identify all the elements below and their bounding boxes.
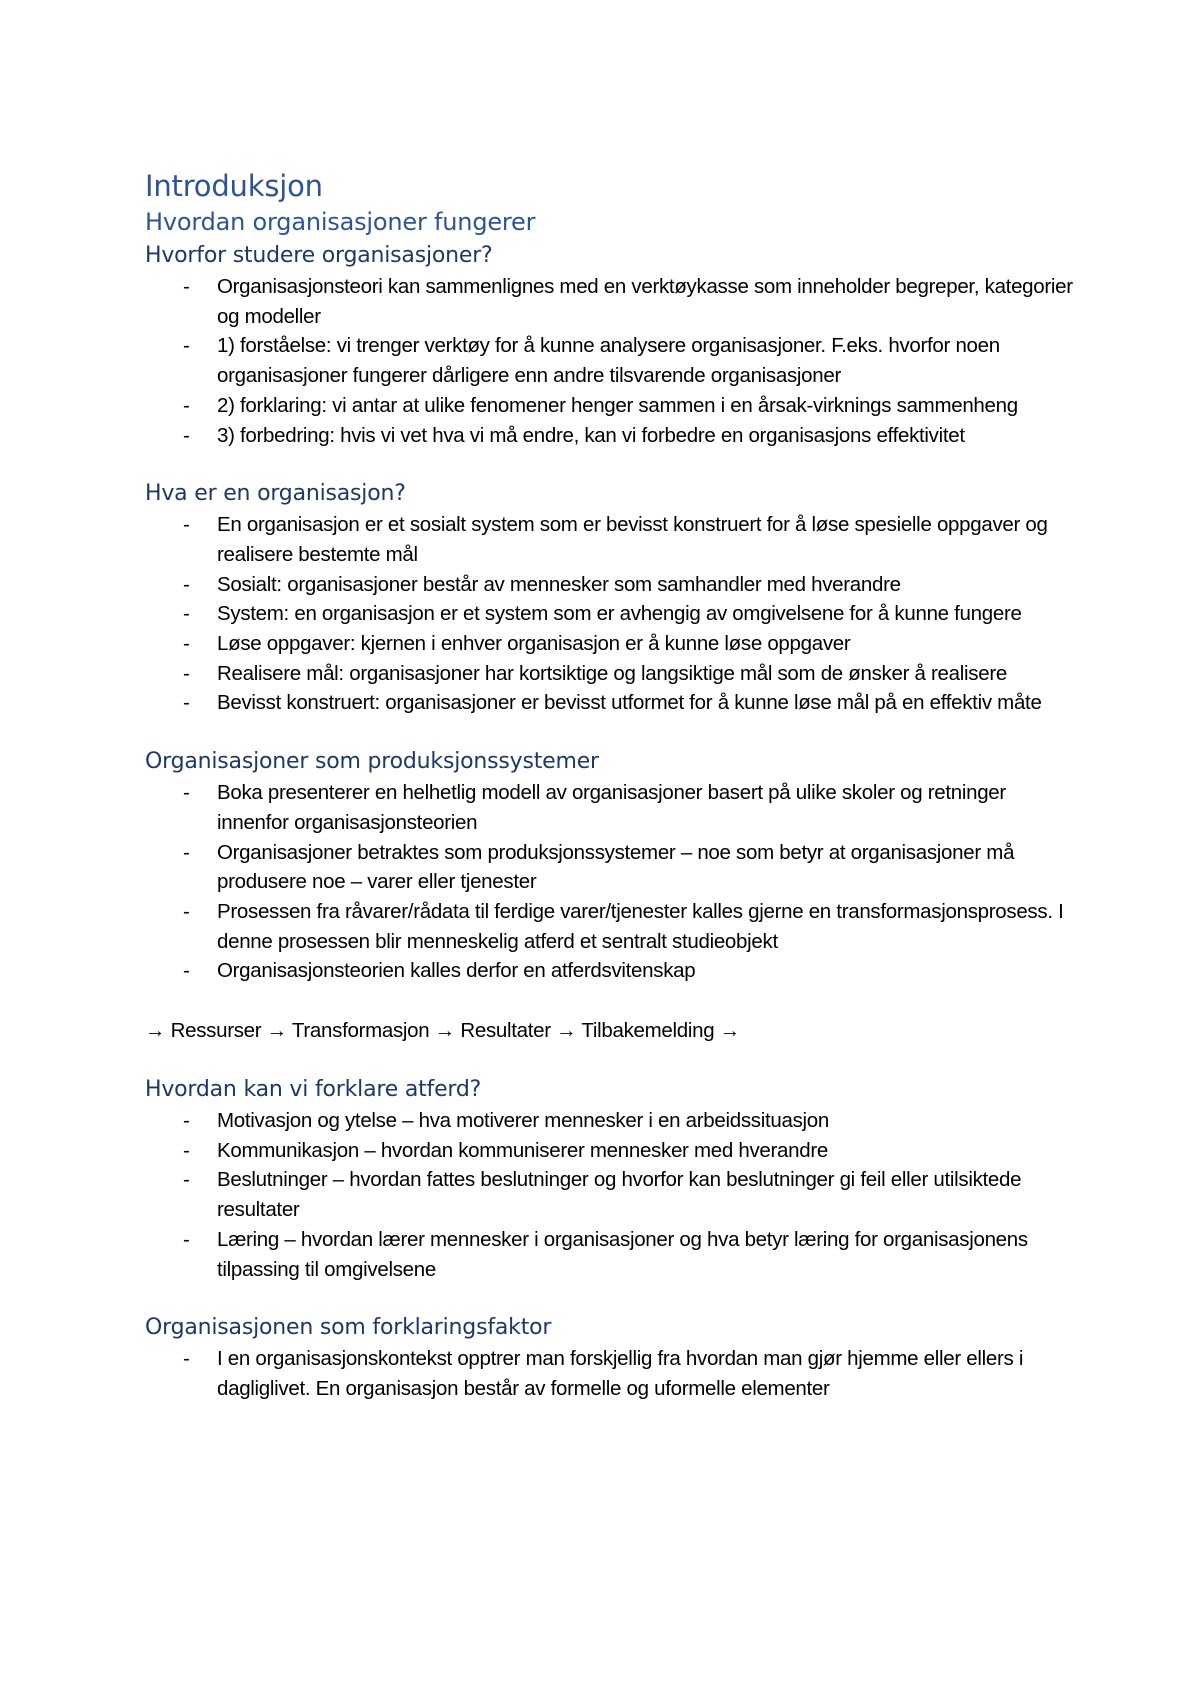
- list-item-text: System: en organisasjon er et system som er avhengig av omgivelsene for å kunne fungere: [217, 602, 1022, 626]
- list-item: [145, 1344, 1075, 1403]
- section-heading: Hva er en organisasjon?: [145, 481, 406, 507]
- list-item-text: I en organisasjonskontekst opptrer man forskjellig fra hvordan man gjør hjemme eller ellers i dagliglivet. En organisasjon består av formelle og uformelle elementer: [217, 1347, 1024, 1400]
- list-item-text: Realisere mål: organisasjoner har kortsiktige og langsiktige mål som de ønsker å realisere: [217, 661, 1007, 685]
- document-subtitle: Hvordan organisasjoner fungerer: [145, 208, 536, 236]
- document-page: [145, 168, 1075, 1404]
- list-item-text: Sosialt: organisasjoner består av mennesker som samhandler med hverandre: [217, 572, 901, 596]
- list-item-text: En organisasjon er et sosialt system som er bevisst konstruert for å løse spesielle oppgaver og realisere bestemte mål: [217, 513, 1048, 566]
- dash-marker: -: [183, 661, 190, 685]
- list-item: [145, 897, 1075, 956]
- list-item: [145, 659, 1075, 689]
- list-item-text: Kommunikasjon – hvordan kommuniserer mennesker med hverandre: [217, 1138, 828, 1162]
- list-item-text: Organisasjonsteorien kalles derfor en atferdsvitenskap: [217, 959, 696, 983]
- list-item-text: Bevisst konstruert: organisasjoner er bevisst utformet for å kunne løse mål på en effektiv måte: [217, 691, 1042, 715]
- dash-marker: -: [183, 423, 190, 447]
- dash-marker: -: [183, 572, 190, 596]
- bullet-list: [145, 778, 1075, 986]
- section-heading: Hvordan kan vi forklare atferd?: [145, 1077, 482, 1103]
- list-item: [145, 391, 1075, 421]
- dash-marker: -: [183, 1347, 190, 1371]
- list-item-text: 3) forbedring: hvis vi vet hva vi må endre, kan vi forbedre en organisasjons effektivitet: [217, 423, 965, 447]
- list-item: [145, 838, 1075, 897]
- dash-marker: -: [183, 334, 190, 358]
- list-item: [145, 1225, 1075, 1284]
- bullet-list: [145, 272, 1075, 450]
- section-heading: Organisasjoner som produksjonssystemer: [145, 749, 599, 775]
- list-item-text: Beslutninger – hvordan fattes beslutninger og hvorfor kan beslutninger gi feil eller utilsiktede resultater: [217, 1168, 1022, 1222]
- list-item-text: 2) forklaring: vi antar at ulike fenomener henger sammen i en årsak-virknings sammenheng: [217, 393, 1018, 417]
- list-item: [145, 421, 1075, 451]
- list-item-text: Boka presenterer en helhetlig modell av organisasjoner basert på ulike skoler og retninger innenfor organisasjonsteorien: [217, 781, 1006, 834]
- section-heading: Hvorfor studere organisasjoner?: [145, 243, 493, 268]
- list-item: [145, 1165, 1075, 1224]
- dash-marker: -: [183, 1168, 190, 1192]
- list-item: [145, 688, 1075, 718]
- list-item: [145, 272, 1075, 331]
- list-item: [145, 599, 1075, 629]
- bullet-list: [145, 1344, 1075, 1403]
- list-item: [145, 778, 1075, 837]
- bullet-list: [145, 1106, 1075, 1284]
- list-item-text: 1) forståelse: vi trenger verktøy for å kunne analysere organisasjoner. F.eks. hvorfor noen organisasjoner fungerer dårligere enn andre tilsvarende organisasjoner: [217, 334, 1000, 388]
- list-item: [145, 570, 1075, 600]
- list-item-text: Organisasjonsteori kan sammenlignes med en verktøykasse som inneholder begreper, kategorier og modeller: [217, 275, 1073, 328]
- dash-marker: -: [183, 959, 190, 983]
- dash-marker: -: [183, 1138, 190, 1162]
- list-item-text: Læring – hvordan lærer mennesker i organisasjoner og hva betyr læring for organisasjonens tilpassing til omgivelsene: [217, 1227, 1028, 1281]
- list-item: [145, 956, 1075, 986]
- document-title: Introduksjon: [145, 169, 323, 203]
- list-item: [145, 510, 1075, 569]
- dash-marker: -: [183, 691, 190, 715]
- bullet-list: [145, 510, 1075, 718]
- list-item: [145, 1136, 1075, 1166]
- dash-marker: -: [183, 393, 190, 417]
- dash-marker: -: [183, 1109, 190, 1133]
- list-item-text: Løse oppgaver: kjernen i enhver organisasjon er å kunne løse oppgaver: [217, 632, 851, 656]
- dash-marker: -: [183, 632, 190, 656]
- dash-marker: -: [183, 781, 190, 805]
- list-item: [145, 331, 1075, 390]
- dash-marker: -: [183, 840, 190, 864]
- section-heading: Organisasjonen som forklaringsfaktor: [145, 1315, 552, 1341]
- list-item-text: Prosessen fra råvarer/rådata til ferdige varer/tjenester kalles gjerne en transformasjonsprosess. I denne prosessen blir menneskelig atferd et sentralt studieobjekt: [217, 899, 1064, 953]
- list-item-text: Organisasjoner betraktes som produksjonssystemer – noe som betyr at organisasjoner må produsere noe – varer eller tjenester: [217, 840, 1015, 894]
- list-item-text: Motivasjon og ytelse – hva motiverer mennesker i en arbeidssituasjon: [217, 1109, 829, 1133]
- dash-marker: -: [183, 513, 190, 537]
- list-item: [145, 629, 1075, 659]
- dash-marker: -: [183, 602, 190, 626]
- dash-marker: -: [183, 899, 190, 923]
- dash-marker: -: [183, 1227, 190, 1251]
- list-item: [145, 1106, 1075, 1136]
- process-flow-line: → Ressurser → Transformasjon → Resultater → Tilbakemelding →: [145, 1019, 740, 1043]
- dash-marker: -: [183, 275, 190, 298]
